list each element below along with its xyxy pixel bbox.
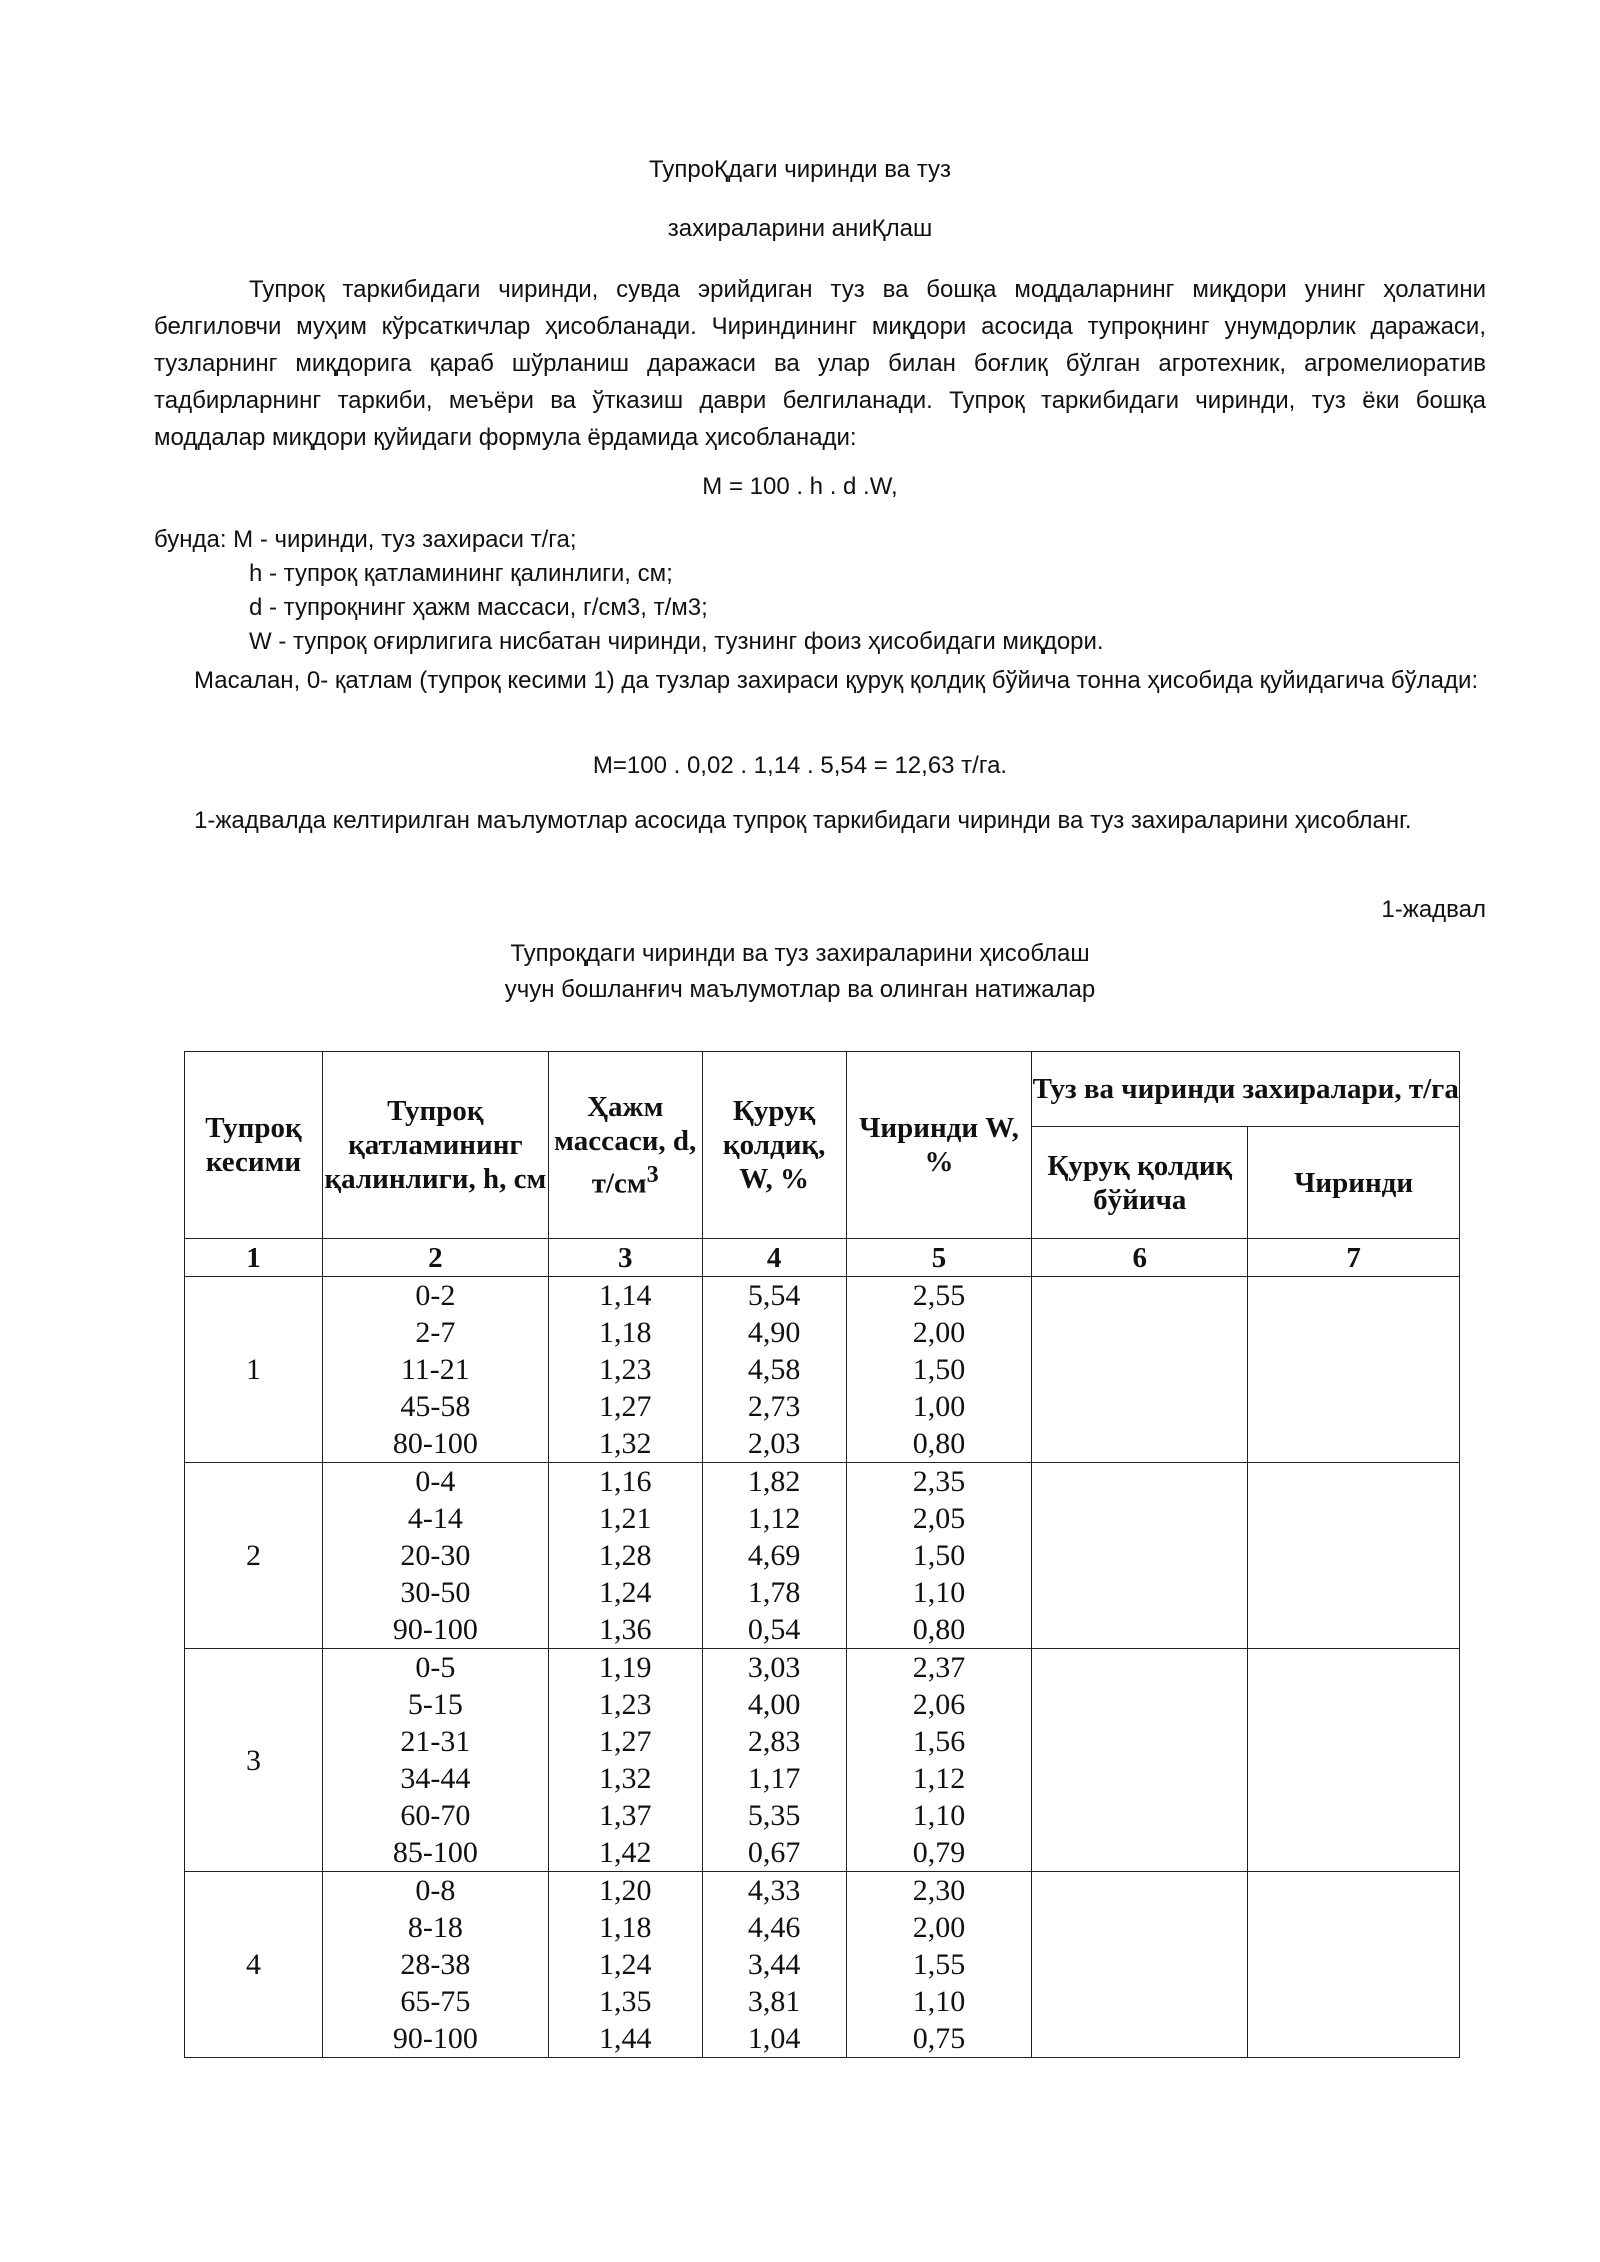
header-humus-reserve: Чиринди [1248,1127,1460,1239]
humus-percent-value: 1,00 [912,1390,966,1423]
header-humus: Чиринди W, % [846,1052,1032,1239]
header-section: Тупроқ кесими [185,1052,323,1239]
layer-thickness-value: 60-70 [400,1799,471,1832]
bulk-density [548,1463,702,1649]
bulk-density-value: 1,19 [598,1651,652,1684]
example-formula: M=100 . 0,02 . 1,14 . 5,54 = 12,63 т/га. [592,752,1008,779]
layer-thickness-value: 65-75 [400,1985,471,2018]
bulk-density-value: 1,21 [598,1502,652,1535]
column-number-4: 4 [702,1239,846,1277]
column-number-2: 2 [322,1239,548,1277]
header-by-dry-residue: Қуруқ қолдиқ бўйича [1032,1127,1248,1239]
header-reserves-group: Туз ва чиринди захиралари, т/га [1032,1052,1460,1127]
table-row [185,1463,1460,1649]
humus-percent-value: 1,55 [912,1948,966,1981]
layer-thickness-value: 8-18 [407,1911,463,1944]
bulk-density-value: 1,42 [598,1836,652,1869]
humus-percent-value: 1,50 [912,1539,966,1572]
legend-m: бунда: M - чиринди, туз захираси т/га; [154,526,577,553]
bulk-density-value: 1,18 [598,1316,652,1349]
layer-thickness-value: 0-2 [415,1279,456,1312]
humus-percent [846,1649,1032,1872]
humus-percent-value: 2,06 [912,1688,966,1721]
legend-h: h - тупроқ қатламининг қалинлиги, см; [249,560,673,587]
layer-thickness-value: 0-4 [415,1465,456,1498]
bulk-density-value: 1,44 [598,2022,652,2055]
humus-percent-value: 0,80 [912,1613,966,1646]
dry-residue [702,1463,846,1649]
humus-reserve-cell [1248,1872,1460,2058]
section-number: 3 [185,1649,323,1872]
layer-thickness-value: 45-58 [400,1390,471,1423]
bulk-density-value: 1,14 [598,1279,652,1312]
salt-reserve-cell [1032,1463,1248,1649]
section-number: 4 [185,1872,323,2058]
bulk-density-value: 1,16 [598,1465,652,1498]
humus-percent [846,1463,1032,1649]
intro-paragraph: Тупроқ таркибидаги чиринди, сувда эрийдиган туз ва бошқа моддаларнинг миқдори унинг ҳолатини белгиловчи муҳим кўрсаткичлар ҳисобланади. Чириндининг миқдори асосида тупроқнинг унумдорлик даражаси, тузларнинг миқдорига қараб шўрланиш даражаси ва улар билан боғлиқ бўлган агротехник, агромелиоратив тадбирларнинг таркиби, меъёри ва ўтказиш даври белгиланади. Тупроқ таркибидаги чиринди, туз ёки бошқа моддалар миқдори қуйидаги формула ёрдамида ҳисобланади: [154,276,1486,451]
dry-residue-value: 5,35 [747,1799,801,1832]
dry-residue-value: 3,44 [747,1948,801,1981]
bulk-density-value: 1,32 [598,1427,652,1460]
bulk-density-value: 1,37 [598,1799,652,1832]
layer-thickness-value: 30-50 [400,1576,471,1609]
dry-residue-value: 3,03 [747,1651,801,1684]
table-label: 1-жадвал [1381,896,1486,923]
header-density-text: Ҳажм массаси, d, т/см [554,1090,697,1200]
dry-residue-value: 3,81 [747,1985,801,2018]
dry-residue-value: 4,58 [747,1353,801,1386]
bulk-density-value: 1,32 [598,1762,652,1795]
dry-residue-value: 4,90 [747,1316,801,1349]
task-paragraph: 1-жадвалда келтирилган маълумотлар асосида тупроқ таркибидаги чиринди ва туз захираларини ҳисобланг. [194,807,1412,834]
humus-percent-value: 0,75 [912,2022,966,2055]
bulk-density-value: 1,24 [598,1576,652,1609]
humus-percent-value: 2,05 [912,1502,966,1535]
table-caption-line2: учун бошланғич маълумотлар ва олинган натижалар [504,976,1096,1003]
dry-residue-value: 2,83 [747,1725,801,1758]
bulk-density [548,1277,702,1463]
dry-residue-value: 4,69 [747,1539,801,1572]
bulk-density [548,1649,702,1872]
salt-reserve-cell [1032,1649,1248,1872]
layer-thickness-value: 0-8 [415,1874,456,1907]
header-density-sup: 3 [646,1160,659,1188]
bulk-density [548,1872,702,2058]
layer-thickness-value: 28-38 [400,1948,471,1981]
bulk-density-value: 1,20 [598,1874,652,1907]
table-row [185,1872,1460,2058]
bulk-density-value: 1,27 [598,1725,652,1758]
layer-thickness [322,1277,548,1463]
data-table [184,1051,1460,2058]
humus-reserve-cell [1248,1463,1460,1649]
table-row [185,1277,1460,1463]
dry-residue-value: 4,33 [747,1874,801,1907]
layer-thickness-value: 0-5 [415,1651,456,1684]
column-number-3: 3 [548,1239,702,1277]
humus-percent-value: 1,50 [912,1353,966,1386]
humus-percent-value: 0,80 [912,1427,966,1460]
column-number-1: 1 [185,1239,323,1277]
dry-residue-value: 1,12 [747,1502,801,1535]
column-number-5: 5 [846,1239,1032,1277]
dry-residue-value: 4,00 [747,1688,801,1721]
humus-percent-value: 1,10 [912,1576,966,1609]
dry-residue-value: 1,82 [747,1465,801,1498]
bulk-density-value: 1,18 [598,1911,652,1944]
humus-percent-value: 1,56 [912,1725,966,1758]
table-row [185,1649,1460,1872]
layer-thickness-value: 90-100 [392,1613,478,1646]
dry-residue [702,1872,846,2058]
column-number-6: 6 [1032,1239,1248,1277]
bulk-density-value: 1,27 [598,1390,652,1423]
humus-percent [846,1872,1032,2058]
doc-title-line1: ТупроҚдаги чиринди ва туз [649,156,951,183]
humus-percent-value: 1,10 [912,1799,966,1832]
humus-reserve-cell [1248,1649,1460,1872]
section-number: 2 [185,1463,323,1649]
layer-thickness [322,1463,548,1649]
layer-thickness-value: 34-44 [400,1762,471,1795]
humus-percent-value: 2,55 [912,1279,966,1312]
salt-reserve-cell [1032,1872,1248,2058]
bulk-density-value: 1,36 [598,1613,652,1646]
humus-percent [846,1277,1032,1463]
layer-thickness [322,1649,548,1872]
dry-residue [702,1649,846,1872]
column-number-7: 7 [1248,1239,1460,1277]
legend-w: W - тупроқ оғирлигига нисбатан чиринди, тузнинг фоиз ҳисобидаги миқдори. [249,628,1104,655]
layer-thickness-value: 21-31 [400,1725,471,1758]
layer-thickness-value: 11-21 [400,1353,470,1386]
dry-residue-value: 0,54 [747,1613,801,1646]
dry-residue [702,1277,846,1463]
section-number: 1 [185,1277,323,1463]
humus-reserve-cell [1248,1277,1460,1463]
layer-thickness-value: 20-30 [400,1539,471,1572]
dry-residue-value: 2,73 [747,1390,801,1423]
bulk-density-value: 1,28 [598,1539,652,1572]
dry-residue-value: 2,03 [747,1427,801,1460]
humus-percent-value: 2,35 [912,1465,966,1498]
layer-thickness-value: 2-7 [415,1316,456,1349]
table-body [185,1277,1460,2058]
dry-residue-value: 4,46 [747,1911,801,1944]
layer-thickness-value: 4-14 [407,1502,463,1535]
humus-percent-value: 2,00 [912,1316,966,1349]
header-dry-residue: Қуруқ қолдиқ, W, % [702,1052,846,1239]
bulk-density-value: 1,35 [598,1985,652,2018]
layer-thickness [322,1872,548,2058]
humus-percent-value: 0,79 [912,1836,966,1869]
doc-title-line2: захираларини аниҚлаш [667,215,933,242]
dry-residue-value: 5,54 [747,1279,801,1312]
layer-thickness-value: 5-15 [407,1688,463,1721]
humus-percent-value: 1,10 [912,1985,966,2018]
example-paragraph: Масалан, 0- қатлам (тупроқ кесими 1) да тузлар захираси қуруқ қолдиқ бўйича тонна ҳисобида қуйидагича бўлади: [194,667,1479,694]
dry-residue-value: 1,17 [747,1762,801,1795]
dry-residue-value: 1,78 [747,1576,801,1609]
header-layer-thickness: Тупроқ қатламининг қалинлиги, h, см [322,1052,548,1239]
humus-percent-value: 2,00 [912,1911,966,1944]
main-formula: M = 100 . h . d .W, [702,473,898,500]
dry-residue-value: 1,04 [747,2022,801,2055]
legend-d: d - тупроқнинг ҳажм массаси, г/см3, т/м3; [249,594,708,621]
layer-thickness-value: 85-100 [392,1836,478,1869]
humus-percent-value: 2,37 [912,1651,966,1684]
bulk-density-value: 1,23 [598,1688,652,1721]
humus-percent-value: 2,30 [912,1874,966,1907]
header-density [548,1052,702,1239]
dry-residue-value: 0,67 [747,1836,801,1869]
humus-percent-value: 1,12 [912,1762,966,1795]
bulk-density-value: 1,23 [598,1353,652,1386]
bulk-density-value: 1,24 [598,1948,652,1981]
table-caption-line1: Тупроқдаги чиринди ва туз захираларини ҳисоблаш [510,940,1090,967]
salt-reserve-cell [1032,1277,1248,1463]
layer-thickness-value: 90-100 [392,2022,478,2055]
layer-thickness-value: 80-100 [392,1427,478,1460]
